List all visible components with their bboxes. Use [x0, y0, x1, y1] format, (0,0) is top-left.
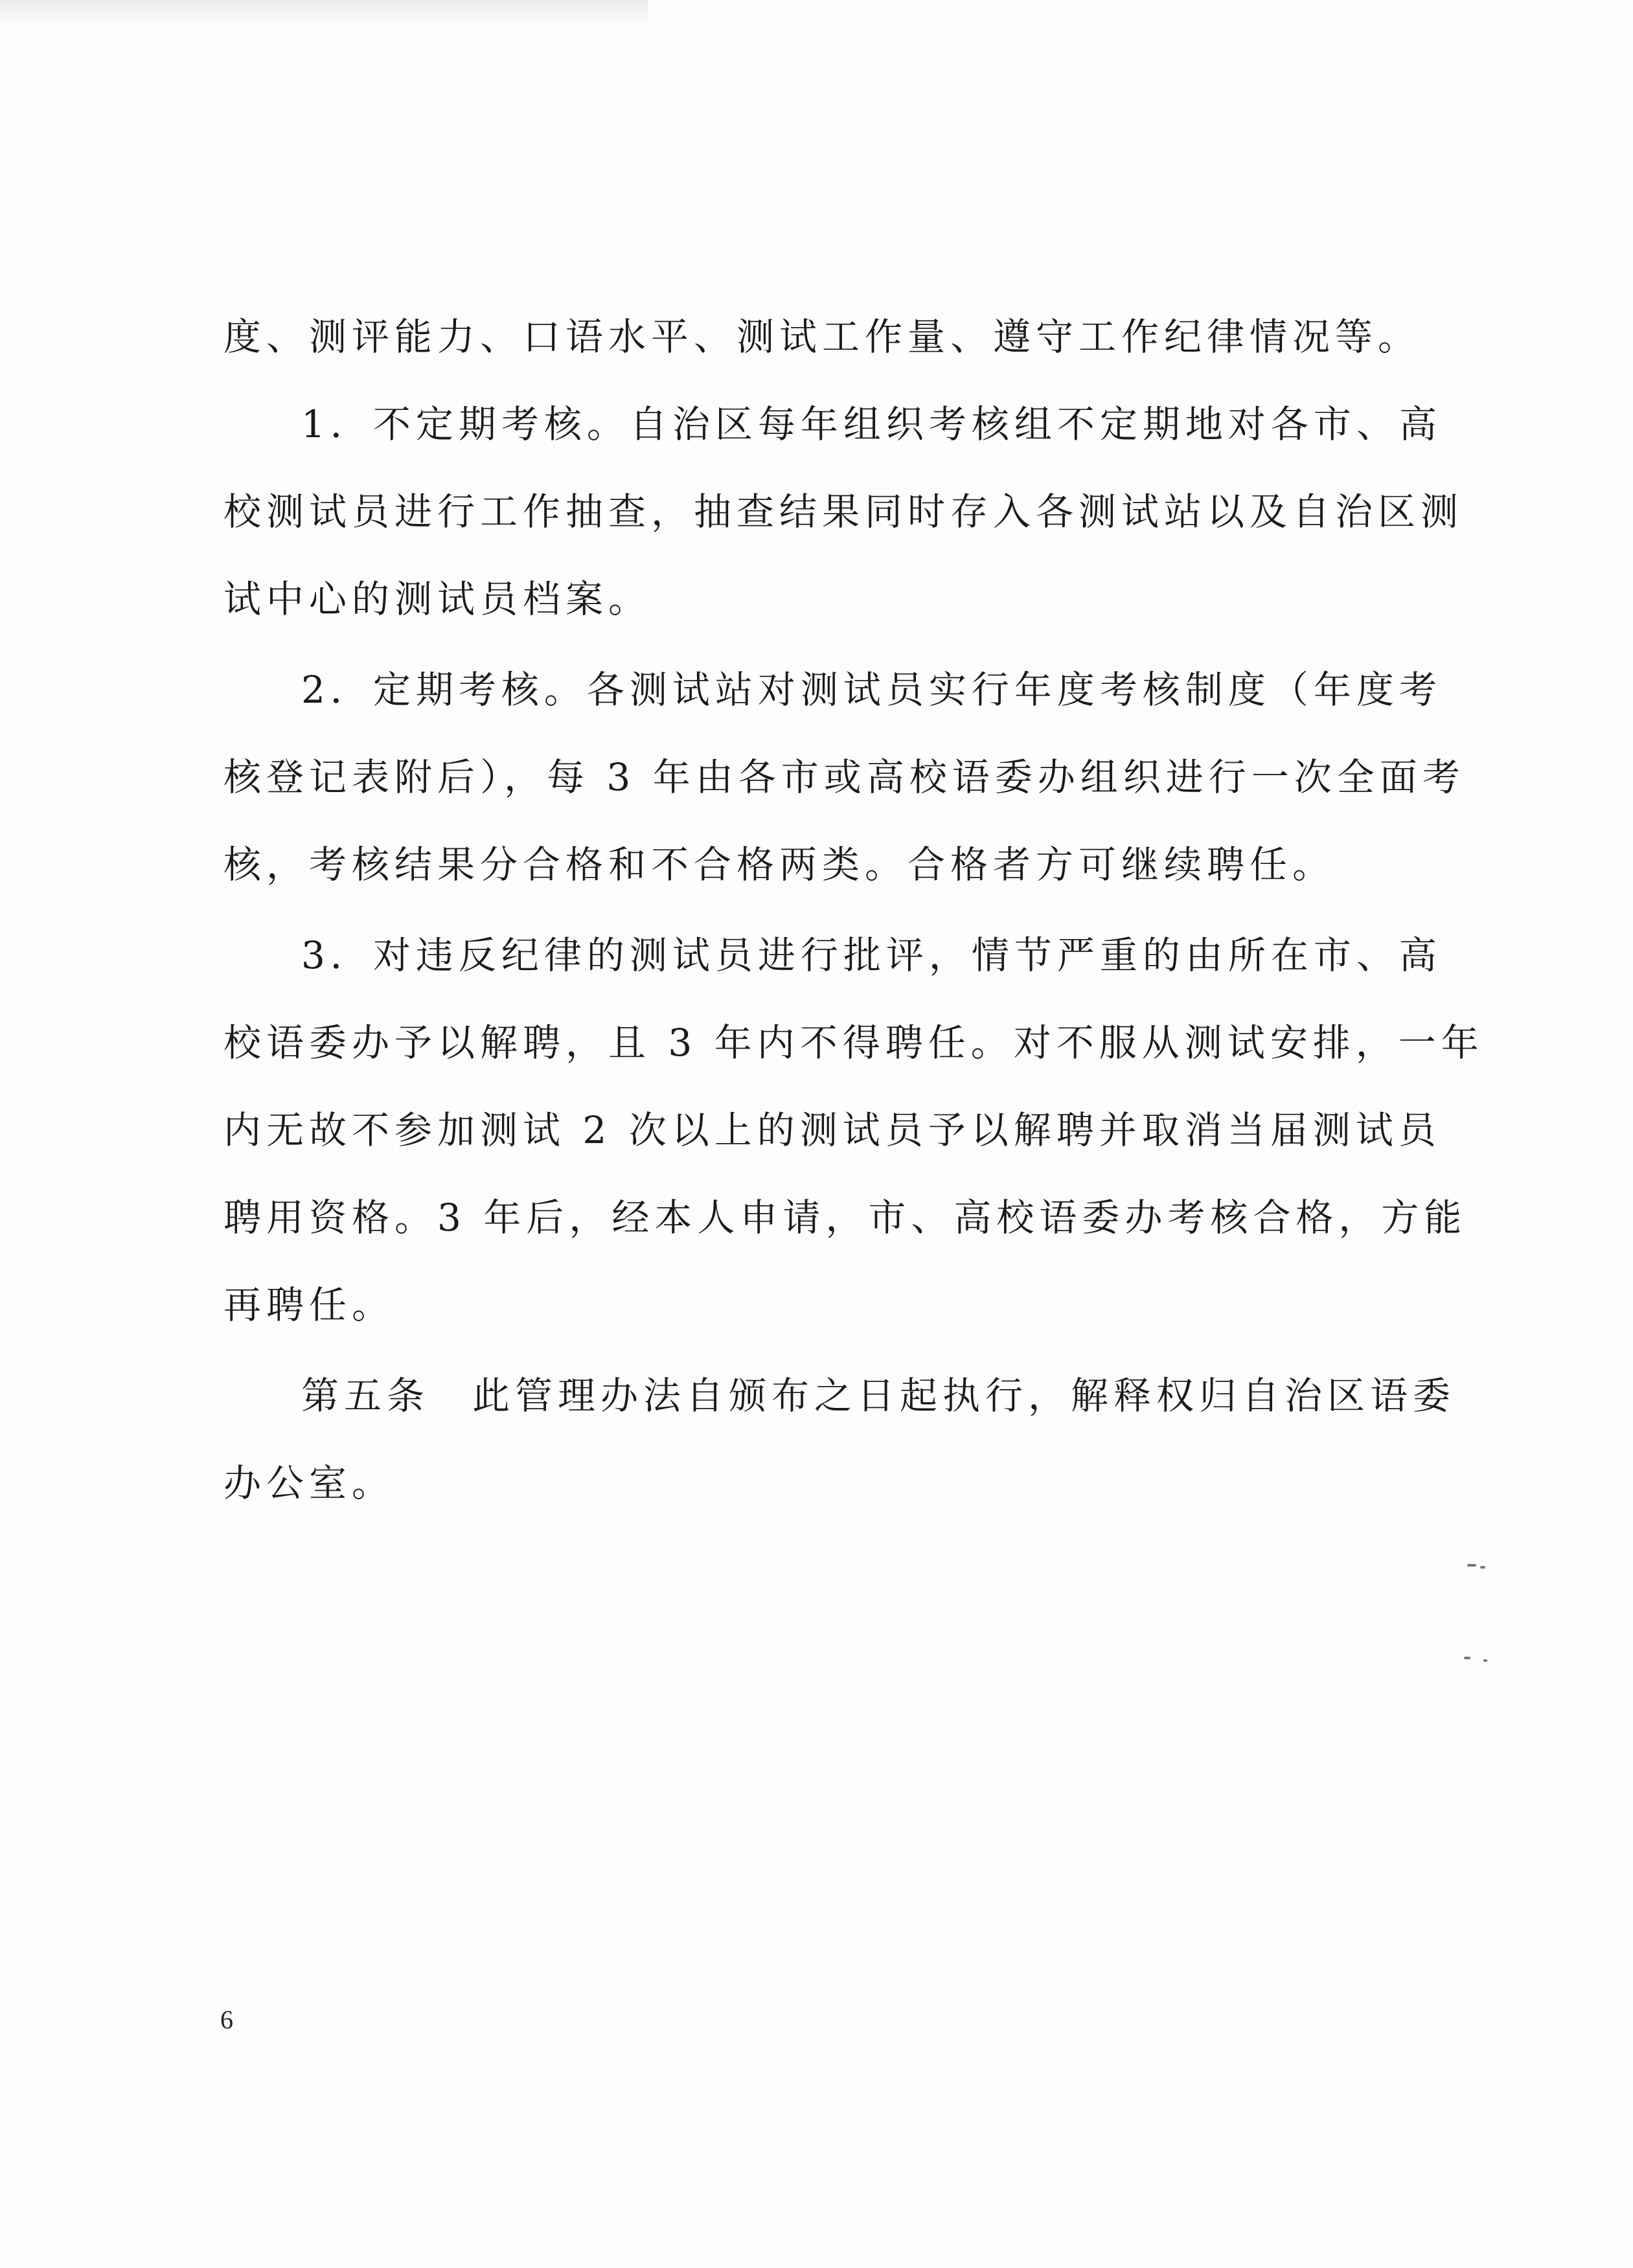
- scan-speck: [1483, 1659, 1487, 1662]
- scan-speck: [1467, 1564, 1476, 1567]
- text-line: 校语委办予以解聘，且 3 年内不得聘任。对不服从测试安排，一年: [223, 1021, 1484, 1065]
- text-line: 再聘任。: [223, 1283, 395, 1327]
- text-line: 1．不定期考核。自治区每年组织考核组不定期地对各市、高: [301, 402, 1442, 446]
- text-line: 内无故不参加测试 2 次以上的测试员予以解聘并取消当届测试员: [223, 1108, 1441, 1152]
- text-line: 聘用资格。3 年后，经本人申请，市、高校语委办考核合格，方能: [223, 1196, 1467, 1240]
- page-number: 6: [220, 2005, 233, 2034]
- text-line: 2．定期考核。各测试站对测试员实行年度考核制度（年度考: [301, 668, 1442, 712]
- text-line: 度、测评能力、口语水平、测试工作量、遵守工作纪律情况等。: [223, 315, 1421, 359]
- scan-speck: [1464, 1657, 1470, 1659]
- text-line: 核登记表附后），每 3 年由各市或高校语委办组织进行一次全面考: [223, 755, 1465, 799]
- text-line: 办公室。: [223, 1461, 395, 1505]
- text-line: 3．对违反纪律的测试员进行批评，情节严重的由所在市、高: [301, 933, 1442, 977]
- text-line: 校测试员进行工作抽查，抽查结果同时存入各测试站以及自治区测: [223, 490, 1464, 534]
- text-line: 试中心的测试员档案。: [223, 577, 652, 621]
- text-line: 核，考核结果分合格和不合格两类。合格者方可继续聘任。: [223, 843, 1336, 887]
- scan-artifact: [0, 0, 648, 26]
- scan-speck: [1480, 1566, 1485, 1569]
- text-line: 第五条 此管理办法自颁布之日起执行，解释权归自治区语委: [301, 1374, 1456, 1418]
